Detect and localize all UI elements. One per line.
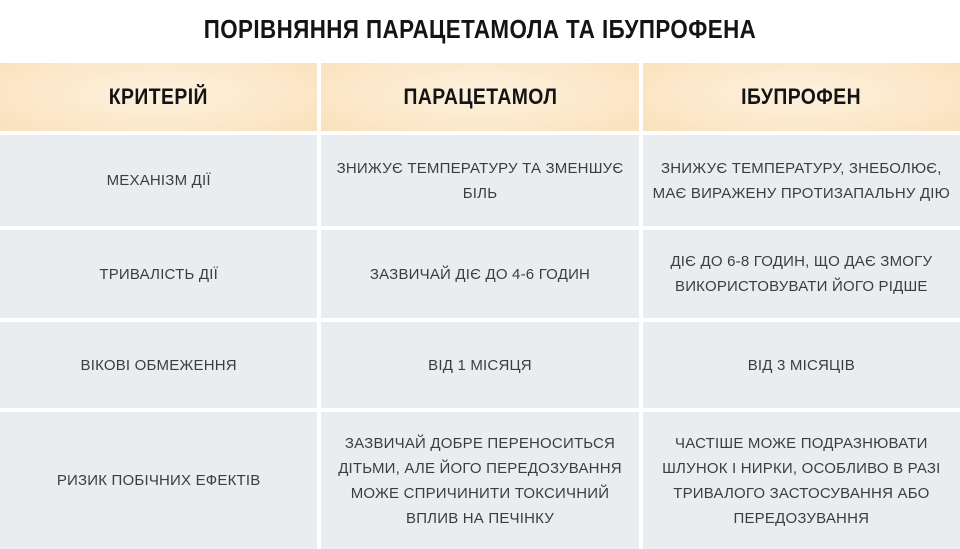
page-title: ПОРІВНЯННЯ ПАРАЦЕТАМОЛА ТА ІБУПРОФЕНА [203,14,757,44]
cell-age-ibuprofen: ВІД 3 МІСЯЦІВ [643,322,960,408]
column-header-criterion [0,63,317,131]
cell-mechanism-paracetamol: ЗНИЖУЄ ТЕМПЕРАТУРУ ТА ЗМЕНШУЄ БІЛЬ [321,135,638,226]
column-header-ibuprofen [643,63,960,131]
cell-age-paracetamol: ВІД 1 МІСЯЦЯ [321,322,638,408]
column-header-paracetamol [321,63,638,131]
column-header-paracetamol-label: ПАРАЦЕТАМОЛ [403,84,557,109]
cell-age-criterion: ВІКОВІ ОБМЕЖЕННЯ [0,322,317,408]
cell-sideeffects-criterion: РИЗИК ПОБІЧНИХ ЕФЕКТІВ [0,412,317,549]
cell-sideeffects-ibuprofen: ЧАСТІШЕ МОЖЕ ПОДРАЗНЮВАТИ ШЛУНОК І НИРКИ, ОСОБЛИВО В РАЗІ ТРИВАЛОГО ЗАСТОСУВАННЯ АБО ПЕРЕДОЗУВАННЯ [643,412,960,549]
column-header-criterion-label: КРИТЕРІЙ [109,84,209,109]
cell-duration-paracetamol: ЗАЗВИЧАЙ ДІЄ ДО 4-6 ГОДИН [321,230,638,318]
cell-duration-ibuprofen: ДІЄ ДО 6-8 ГОДИН, ЩО ДАЄ ЗМОГУ ВИКОРИСТОВУВАТИ ЙОГО РІДШЕ [643,230,960,318]
comparison-table [0,63,960,549]
cell-sideeffects-paracetamol: ЗАЗВИЧАЙ ДОБРЕ ПЕРЕНОСИТЬСЯ ДІТЬМИ, АЛЕ ЙОГО ПЕРЕДОЗУВАННЯ МОЖЕ СПРИЧИНИТИ ТОКСИЧНИЙ ВПЛИВ НА ПЕЧІНКУ [321,412,638,549]
cell-mechanism-ibuprofen: ЗНИЖУЄ ТЕМПЕРАТУРУ, ЗНЕБОЛЮЄ, МАЄ ВИРАЖЕНУ ПРОТИЗАПАЛЬНУ ДІЮ [643,135,960,226]
column-header-ibuprofen-label: ІБУПРОФЕН [741,84,862,109]
cell-mechanism-criterion: МЕХАНІЗМ ДІЇ [0,135,317,226]
cell-duration-criterion: ТРИВАЛІСТЬ ДІЇ [0,230,317,318]
